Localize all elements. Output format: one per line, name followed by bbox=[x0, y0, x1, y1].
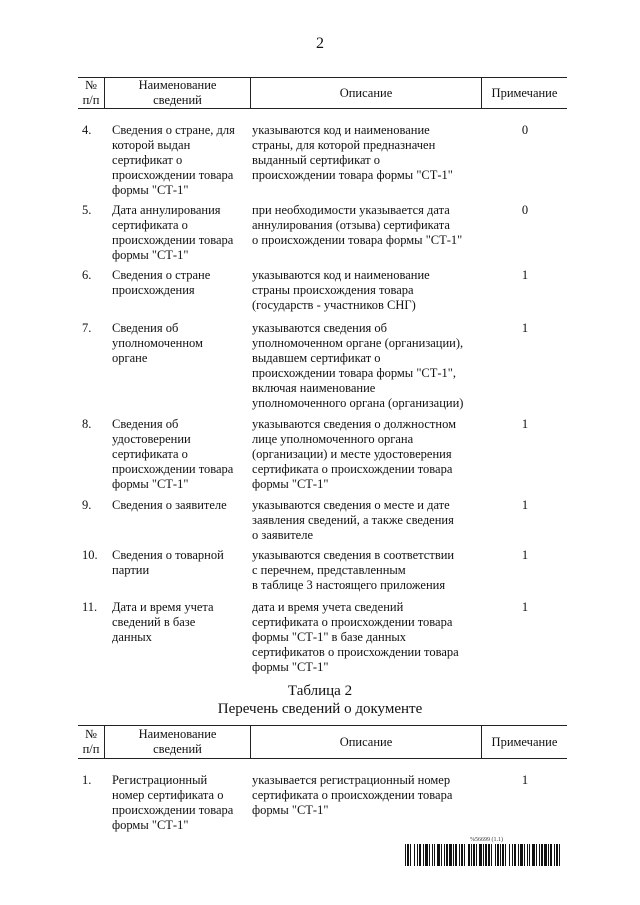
row-name-line: Сведения о стране, для bbox=[112, 123, 235, 137]
row-name-line: уполномоченном bbox=[112, 336, 203, 350]
table2-subtitle: Перечень сведений о документе bbox=[217, 701, 423, 717]
row-desc-line: страны происхождения товара bbox=[252, 283, 414, 297]
barcode-bar bbox=[495, 844, 496, 866]
row-name bbox=[112, 268, 244, 298]
barcode-bar bbox=[459, 844, 460, 866]
row-name bbox=[112, 600, 244, 645]
row-name bbox=[112, 498, 244, 513]
row-number: 1. bbox=[82, 773, 92, 787]
row-name-line: Сведения об bbox=[112, 417, 179, 431]
row-name bbox=[112, 321, 244, 366]
barcode-bar bbox=[407, 844, 409, 866]
row-name-line: происхождении товара bbox=[112, 462, 234, 476]
table2-header bbox=[78, 725, 567, 759]
row-desc-line: лице уполномоченного органа bbox=[252, 432, 414, 446]
row-name-line: формы "СТ-1" bbox=[112, 818, 189, 832]
barcode-bar bbox=[446, 844, 448, 866]
header-note-cell bbox=[481, 78, 567, 108]
row-desc-line: выданный сертификат о bbox=[252, 153, 381, 167]
barcode-bar bbox=[423, 844, 424, 866]
row-desc-line: сертификатов о происхождении товара bbox=[252, 645, 459, 659]
barcode-bar bbox=[497, 844, 499, 866]
row-name-line: происхождении товара bbox=[112, 803, 234, 817]
header-name-line: Наименование bbox=[138, 78, 217, 92]
row-name-line: номер сертификата о bbox=[112, 788, 224, 802]
barcode-bar bbox=[505, 844, 506, 866]
header-num-cell bbox=[78, 78, 104, 108]
barcode-bar bbox=[405, 844, 406, 866]
barcode-bar bbox=[550, 844, 552, 866]
row-desc-line: указываются код и наименование bbox=[252, 268, 430, 282]
row-name-line: данных bbox=[112, 630, 152, 644]
row-name-line: органе bbox=[112, 351, 148, 365]
barcode-bar bbox=[512, 844, 513, 866]
row-desc-line: происхождении товара формы "СТ-1", bbox=[252, 366, 457, 380]
row-name-line: формы "СТ-1" bbox=[112, 477, 189, 491]
barcode-bar bbox=[502, 844, 504, 866]
barcode-bar bbox=[548, 844, 549, 866]
row-note: 0 bbox=[521, 123, 529, 137]
barcode-bar bbox=[417, 844, 418, 866]
row-number: 7. bbox=[82, 321, 92, 335]
barcode-bar bbox=[529, 844, 530, 866]
barcode-bar bbox=[432, 844, 433, 866]
row-description bbox=[252, 123, 480, 183]
row-desc-line: уполномоченном органе (организации), bbox=[252, 336, 464, 350]
barcode-bar bbox=[556, 844, 558, 866]
row-number: 4. bbox=[82, 123, 92, 137]
row-desc-line: сертификата о происхождении товара bbox=[252, 788, 453, 802]
row-desc-line: указываются код и наименование bbox=[252, 123, 430, 137]
row-name-line: происхождении товара bbox=[112, 168, 234, 182]
barcode-bar bbox=[414, 844, 415, 866]
row-description bbox=[252, 203, 480, 248]
row-desc-line: сертификата о происхождении товара bbox=[252, 462, 453, 476]
table1-header bbox=[78, 77, 567, 109]
barcode-bar bbox=[485, 844, 487, 866]
barcode-bar bbox=[429, 844, 430, 866]
row-description bbox=[252, 268, 480, 313]
header-num-cell bbox=[78, 726, 104, 758]
header-name-line: сведений bbox=[153, 93, 202, 107]
row-number: 5. bbox=[82, 203, 92, 217]
row-name-line: Сведения о стране bbox=[112, 268, 211, 282]
row-name-line: сведений в базе bbox=[112, 615, 196, 629]
header-num-line: п/п bbox=[82, 742, 100, 756]
barcode-bar bbox=[425, 844, 428, 866]
row-name-line: происхождении товара bbox=[112, 233, 234, 247]
barcode-bar bbox=[524, 844, 525, 866]
row-desc-line: формы "СТ-1" bbox=[252, 803, 329, 817]
row-number: 9. bbox=[82, 498, 92, 512]
barcode-bar bbox=[559, 844, 560, 866]
row-desc-line: при необходимости указывается дата bbox=[252, 203, 450, 217]
row-description bbox=[252, 773, 480, 818]
row-desc-line: дата и время учета сведений bbox=[252, 600, 404, 614]
barcode-bar bbox=[483, 844, 484, 866]
row-name-line: формы "СТ-1" bbox=[112, 248, 189, 262]
barcode-bar bbox=[488, 844, 490, 866]
header-note-label: Примечание bbox=[491, 734, 558, 749]
row-name-line: сертификата о bbox=[112, 447, 188, 461]
barcode-bar bbox=[468, 844, 470, 866]
row-desc-line: страны, для которой предназначен bbox=[252, 138, 436, 152]
row-name bbox=[112, 548, 244, 578]
barcode-bar bbox=[520, 844, 523, 866]
row-name-line: Дата аннулирования bbox=[112, 203, 221, 217]
row-number: 8. bbox=[82, 417, 92, 431]
barcode-bar bbox=[518, 844, 519, 866]
barcode-bar bbox=[473, 844, 475, 866]
barcode-bar bbox=[455, 844, 457, 866]
barcode-bar bbox=[491, 844, 492, 866]
row-number: 10. bbox=[82, 548, 98, 562]
row-desc-line: сертификата о происхождении товара bbox=[252, 615, 453, 629]
row-name bbox=[112, 203, 244, 263]
row-desc-line: указываются сведения в соответствии bbox=[252, 548, 455, 562]
row-name bbox=[112, 773, 244, 833]
row-number: 11. bbox=[82, 600, 98, 614]
barcode-bar bbox=[527, 844, 528, 866]
row-desc-line: указываются сведения о должностном bbox=[252, 417, 457, 431]
row-name-line: сертификата о bbox=[112, 218, 188, 232]
barcode-bar bbox=[410, 844, 411, 866]
row-name-line: Регистрационный bbox=[112, 773, 208, 787]
row-name-line: сертификат о bbox=[112, 153, 183, 167]
barcode-bar bbox=[444, 844, 445, 866]
barcode-bar bbox=[536, 844, 537, 866]
row-note: 1 bbox=[521, 268, 529, 282]
barcode-bar bbox=[500, 844, 501, 866]
row-name-line: которой выдан bbox=[112, 138, 191, 152]
barcode-bar bbox=[471, 844, 472, 866]
barcode-bar bbox=[479, 844, 482, 866]
row-name-line: Сведения о заявителе bbox=[112, 498, 227, 512]
row-name-line: партии bbox=[112, 563, 150, 577]
row-desc-line: (государств - участников СНГ) bbox=[252, 298, 416, 312]
barcode-bar bbox=[453, 844, 454, 866]
header-name-line: Наименование bbox=[138, 727, 217, 741]
barcode-bar bbox=[541, 844, 543, 866]
row-desc-line: уполномоченного органа (организации) bbox=[252, 396, 464, 410]
header-num-line: № bbox=[85, 727, 97, 741]
row-desc-line: происхождении товара формы "СТ-1" bbox=[252, 168, 453, 182]
row-name-line: Сведения об bbox=[112, 321, 179, 335]
barcode-bar bbox=[419, 844, 421, 866]
row-number: 6. bbox=[82, 268, 92, 282]
barcode-bar bbox=[539, 844, 540, 866]
row-description bbox=[252, 548, 480, 593]
barcode-bar bbox=[437, 844, 440, 866]
row-desc-line: включая наименование bbox=[252, 381, 376, 395]
barcode-bar bbox=[461, 844, 463, 866]
row-desc-line: заявления сведений, а также сведения bbox=[252, 513, 454, 527]
row-desc-line: аннулирования (отзыва) сертификата bbox=[252, 218, 450, 232]
row-desc-line: формы "СТ-1" в базе данных bbox=[252, 630, 407, 644]
row-desc-line: указывается регистрационный номер bbox=[252, 773, 451, 787]
row-name-line: удостоверении bbox=[112, 432, 191, 446]
page-number: 2 bbox=[316, 35, 324, 52]
row-name-line: Сведения о товарной bbox=[112, 548, 224, 562]
row-note: 1 bbox=[521, 321, 529, 335]
row-description bbox=[252, 321, 480, 411]
row-desc-line: формы "СТ-1" bbox=[252, 477, 329, 491]
barcode-bar bbox=[434, 844, 435, 866]
barcode-bar bbox=[464, 844, 465, 866]
header-name-cell bbox=[104, 78, 250, 108]
header-note-cell bbox=[481, 726, 567, 758]
row-note: 1 bbox=[521, 417, 529, 431]
header-desc-label: Описание bbox=[339, 734, 393, 749]
row-note: 1 bbox=[521, 600, 529, 614]
row-desc-line: о заявителе bbox=[252, 528, 313, 542]
header-num-line: п/п bbox=[82, 93, 100, 107]
header-num-line: № bbox=[85, 78, 97, 92]
row-note: 1 bbox=[521, 498, 529, 512]
row-name bbox=[112, 123, 244, 198]
row-desc-line: указываются сведения об bbox=[252, 321, 388, 335]
barcode-bar bbox=[514, 844, 516, 866]
barcode-bar bbox=[544, 844, 547, 866]
barcode-label: %56699 (1.1) bbox=[470, 837, 503, 843]
row-description bbox=[252, 498, 480, 543]
row-desc-line: формы "СТ-1" bbox=[252, 660, 329, 674]
header-desc-label: Описание bbox=[339, 85, 393, 100]
row-name-line: происхождения bbox=[112, 283, 195, 297]
barcode-bar bbox=[449, 844, 452, 866]
row-note: 0 bbox=[521, 203, 529, 217]
row-name bbox=[112, 417, 244, 492]
row-desc-line: о происхождении товара формы "СТ-1" bbox=[252, 233, 463, 247]
header-desc-cell bbox=[250, 78, 481, 108]
row-desc-line: с перечнем, представленным bbox=[252, 563, 406, 577]
table2-title: Таблица 2 bbox=[287, 683, 353, 699]
barcode bbox=[405, 844, 561, 866]
row-desc-line: в таблице 3 настоящего приложения bbox=[252, 578, 446, 592]
barcode-bar bbox=[476, 844, 477, 866]
barcode-bar bbox=[532, 844, 535, 866]
row-note: 1 bbox=[521, 773, 529, 787]
header-name-line: сведений bbox=[153, 742, 202, 756]
header-note-label: Примечание bbox=[491, 85, 558, 100]
barcode-bar bbox=[509, 844, 510, 866]
row-description bbox=[252, 417, 480, 492]
barcode-bar bbox=[441, 844, 442, 866]
row-note: 1 bbox=[521, 548, 529, 562]
row-desc-line: выдавшем сертификат о bbox=[252, 351, 381, 365]
row-name-line: формы "СТ-1" bbox=[112, 183, 189, 197]
row-name-line: Дата и время учета bbox=[112, 600, 214, 614]
barcode-bar bbox=[554, 844, 555, 866]
row-description bbox=[252, 600, 480, 675]
header-name-cell bbox=[104, 726, 250, 758]
row-desc-line: указываются сведения о месте и дате bbox=[252, 498, 450, 512]
header-desc-cell bbox=[250, 726, 481, 758]
row-desc-line: (организации) и месте удостоверения bbox=[252, 447, 452, 461]
